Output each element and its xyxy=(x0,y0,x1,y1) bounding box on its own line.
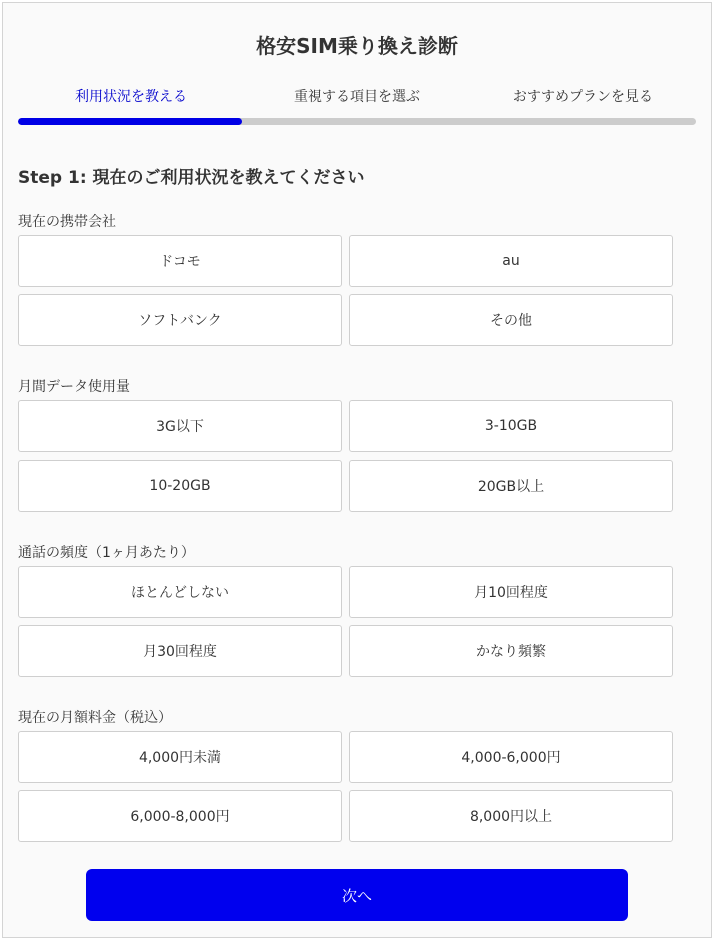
option-button[interactable]: 4,000円未満 xyxy=(18,731,342,783)
step-heading: Step 1: 現在のご利用状況を教えてください xyxy=(18,168,365,188)
progress-bar-fill xyxy=(18,118,242,125)
step-2-label: 重視する項目を選ぶ xyxy=(294,89,420,105)
next-button[interactable]: 次へ xyxy=(86,869,628,921)
option-button[interactable]: 月30回程度 xyxy=(18,625,342,677)
question-label-carrier: 現在の携帯会社 xyxy=(18,214,116,230)
option-button[interactable]: 8,000円以上 xyxy=(349,790,673,842)
option-button[interactable]: au xyxy=(349,235,673,287)
step-1-label: 利用状況を教える xyxy=(75,89,187,105)
option-button[interactable]: 20GB以上 xyxy=(349,460,673,512)
question-label-call-frequency: 通話の頻度（1ヶ月あたり） xyxy=(18,545,195,561)
option-button[interactable]: ほとんどしない xyxy=(18,566,342,618)
option-button[interactable]: ドコモ xyxy=(18,235,342,287)
option-button[interactable]: 3-10GB xyxy=(349,400,673,452)
option-button[interactable]: その他 xyxy=(349,294,673,346)
option-button[interactable]: 6,000-8,000円 xyxy=(18,790,342,842)
page-title: 格安SIM乗り換え診断 xyxy=(256,34,458,58)
option-button[interactable]: 10-20GB xyxy=(18,460,342,512)
progress-bar xyxy=(18,118,696,125)
option-button[interactable]: かなり頻繁 xyxy=(349,625,673,677)
option-button[interactable]: 3G以下 xyxy=(18,400,342,452)
option-button[interactable]: 4,000-6,000円 xyxy=(349,731,673,783)
question-label-monthly-fee: 現在の月額料金（税込） xyxy=(18,710,172,726)
option-button[interactable]: 月10回程度 xyxy=(349,566,673,618)
step-3-label: おすすめプランを見る xyxy=(512,89,654,105)
option-button[interactable]: ソフトバンク xyxy=(18,294,342,346)
question-label-data-usage: 月間データ使用量 xyxy=(18,379,130,395)
step-indicator xyxy=(18,86,696,108)
